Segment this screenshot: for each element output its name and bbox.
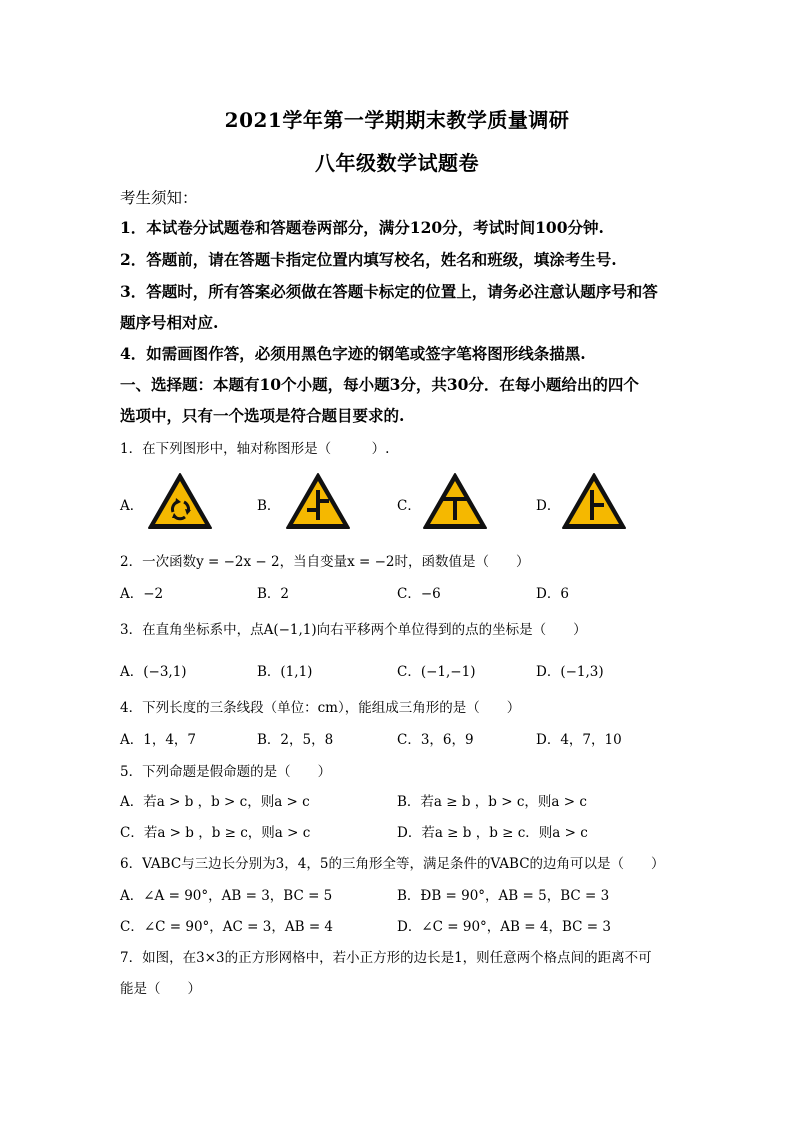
q3-option-d: D．(−1,3) [536,664,604,680]
notice-item-1: 1．本试卷分试题卷和答题卷两部分，满分120分，考试时间100分钟. [120,218,604,237]
q4-option-a: A．1，4，7 [120,732,197,748]
q6-option-d: D．∠C = 90°，AB = 4，BC = 3 [397,919,611,935]
q7-stem-line1: 7．如图，在3×3的正方形网格中，若小正方形的边长是1，则任意两个格点间的距离不可 [120,950,652,966]
q2-option-c: C．−6 [397,586,441,602]
q3-stem: 3．在直角坐标系中，点A(−1,1)向右平移两个单位得到的点的坐标是（ ） [120,622,587,638]
section1-header-line2: 选项中，只有一个选项是符合题目要求的. [120,406,405,425]
t-junction-sign-icon [422,472,488,530]
section1-header-line1: 一、选择题：本题有10个小题，每小题3分，共30分．在每小题给出的四个 [120,375,639,394]
notice-item-3: 3．答题时，所有答案必须做在答题卡标定的位置上，请务必注意认题序号和答 [120,282,658,301]
q6-option-c: C．∠C = 90°，AC = 3，AB = 4 [120,919,334,935]
q5-option-a: A．若a > b ，b > c，则a > c [120,794,310,810]
q1-label-b: B． [257,498,281,514]
q2-option-a: A．−2 [120,586,164,602]
q7-stem-line2: 能是（ ） [120,981,201,997]
side-road-sign-icon [561,472,627,530]
roundabout-sign-icon [147,472,213,530]
page-subtitle: 八年级数学试题卷 [315,151,479,175]
page-title: 2021学年第一学期期末教学质量调研 [224,108,570,132]
q4-option-b: B．2，5，8 [257,732,334,748]
q2-stem: 2．一次函数y = −2x − 2，当自变量x = −2时，函数值是（ ） [120,554,530,570]
q1-label-a: A． [120,498,144,514]
q5-option-c: C．若a > b ，b ≥ c，则a > c [120,825,311,841]
q4-stem: 4．下列长度的三条线段（单位：cm），能组成三角形的是（ ） [120,700,521,716]
q5-stem: 5．下列命题是假命题的是（ ） [120,764,332,780]
notice-heading: 考生须知： [120,189,198,207]
q4-option-d: D．4，7，10 [536,732,622,748]
q1-label-d: D． [536,498,561,514]
q5-option-d: D．若a ≥ b ，b ≥ c．则a > c [397,825,588,841]
q1-label-c: C． [397,498,421,514]
q2-option-d: D．6 [536,586,569,602]
staggered-junction-sign-icon [285,472,351,530]
notice-item-3-cont: 题序号相对应. [120,313,219,332]
q6-option-a: A．∠A = 90°，AB = 3，BC = 5 [120,888,333,904]
q5-option-b: B．若a ≥ b ，b > c，则a > c [397,794,587,810]
q3-option-a: A．(−3,1) [120,664,187,680]
q3-option-b: B．(1,1) [257,664,313,680]
notice-item-2: 2．答题前，请在答题卡指定位置内填写校名，姓名和班级，填涂考生号. [120,250,617,269]
q2-option-b: B．2 [257,586,290,602]
q1-stem: 1．在下列图形中，轴对称图形是（ ）. [120,441,390,457]
q6-stem: 6．VABC与三边长分别为3，4，5的三角形全等，满足条件的VABC的边角可以是（ ） [120,856,665,872]
notice-item-4: 4．如需画图作答，必须用黑色字迹的钢笔或签字笔将图形线条描黑. [120,344,586,363]
q6-option-b: B．ÐB = 90°，AB = 5，BC = 3 [397,888,610,904]
q3-option-c: C．(−1,−1) [397,664,476,680]
q4-option-c: C．3，6，9 [397,732,474,748]
